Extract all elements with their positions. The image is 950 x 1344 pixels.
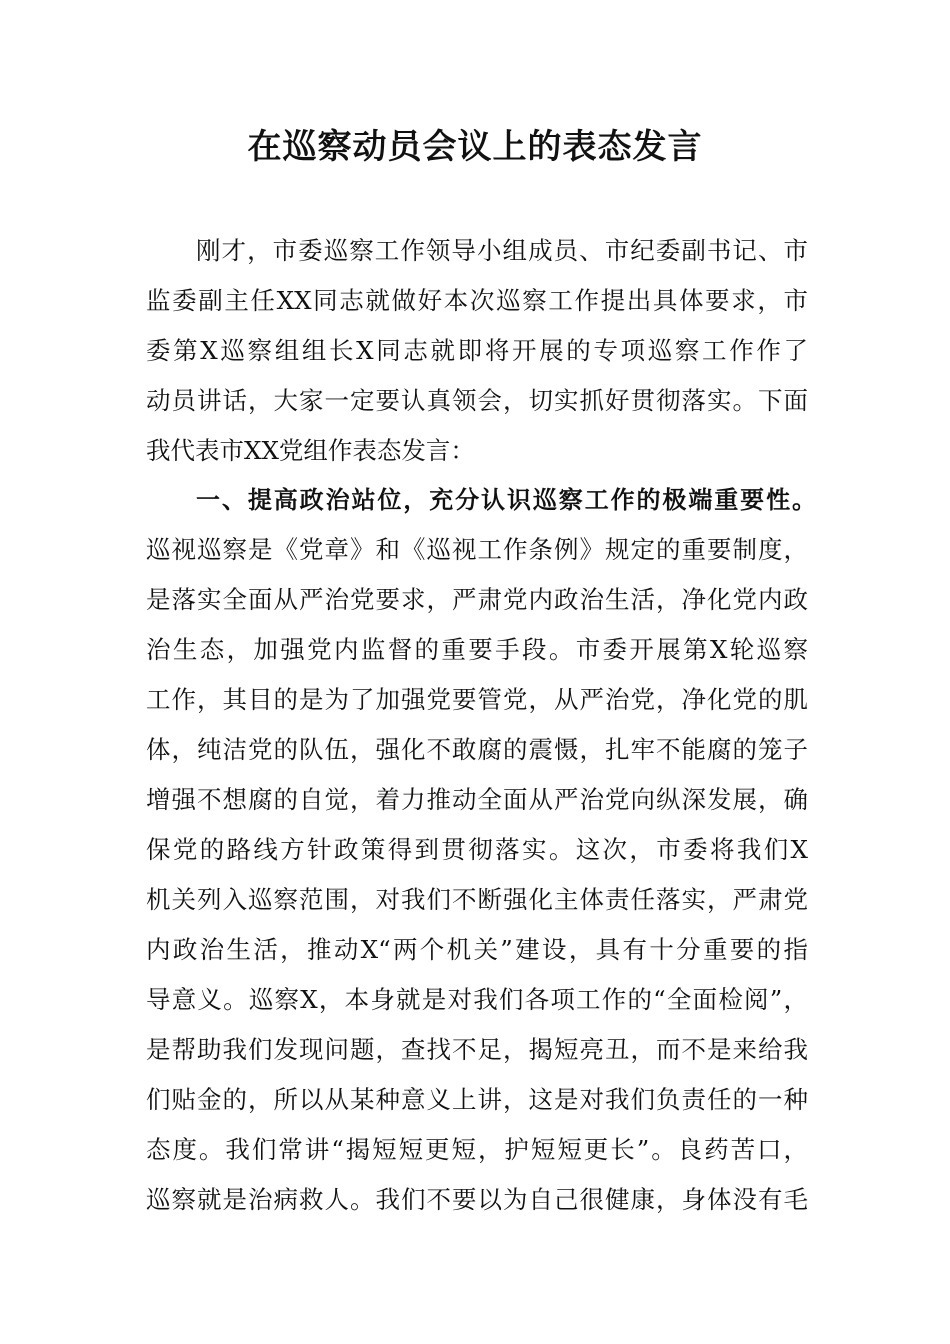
document-title: 在巡察动员会议上的表态发言 <box>247 127 703 167</box>
paragraph-line: 们贴金的，所以从某种意义上讲，这是对我们负责任的一种 <box>146 1085 808 1114</box>
paragraph-line: 监委副主任XX同志就做好本次巡察工作提出具体要求，市 <box>146 286 808 315</box>
paragraph-line: 机关列入巡察范围，对我们不断强化主体责任落实，严肃党 <box>146 885 808 914</box>
paragraph-line: 工作，其目的是为了加强党要管党，从严治党，净化党的肌 <box>146 685 808 714</box>
paragraph-line: 体，纯洁党的队伍，强化不敢腐的震慑，扎牢不能腐的笼子 <box>146 735 808 764</box>
paragraph-line: 我代表市XX党组作表态发言： <box>146 436 475 465</box>
paragraph-line: 内政治生活，推动X“两个机关”建设，具有十分重要的指 <box>146 935 808 964</box>
paragraph-line: 巡察就是治病救人。我们不要以为自己很健康，身体没有毛 <box>146 1185 808 1214</box>
paragraph-line: 是帮助我们发现问题，查找不足，揭短亮丑，而不是来给我 <box>146 1035 808 1064</box>
paragraph-line: 刚才，市委巡察工作领导小组成员、市纪委副书记、市 <box>196 236 808 265</box>
paragraph-line: 巡视巡察是《党章》和《巡视工作条例》规定的重要制度， <box>146 535 808 564</box>
paragraph-line: 是落实全面从严治党要求，严肃党内政治生活，净化党内政 <box>146 585 808 614</box>
paragraph-line: 态度。我们常讲“揭短短更短，护短短更长”。良药苦口， <box>146 1135 808 1164</box>
paragraph-line: 导意义。巡察X，本身就是对我们各项工作的“全面检阅”， <box>146 985 808 1014</box>
paragraph-line: 治生态，加强党内监督的重要手段。市委开展第X轮巡察 <box>146 635 808 664</box>
section-heading: 一、提高政治站位，充分认识巡察工作的极端重要性。 <box>196 486 816 514</box>
paragraph-line: 动员讲话，大家一定要认真领会，切实抓好贯彻落实。下面 <box>146 386 808 415</box>
paragraph-line: 保党的路线方针政策得到贯彻落实。这次，市委将我们X <box>146 835 808 864</box>
paragraph-line: 委第X巡察组组长X同志就即将开展的专项巡察工作作了 <box>146 336 808 365</box>
paragraph-line: 增强不想腐的自觉，着力推动全面从严治党向纵深发展，确 <box>146 785 808 814</box>
